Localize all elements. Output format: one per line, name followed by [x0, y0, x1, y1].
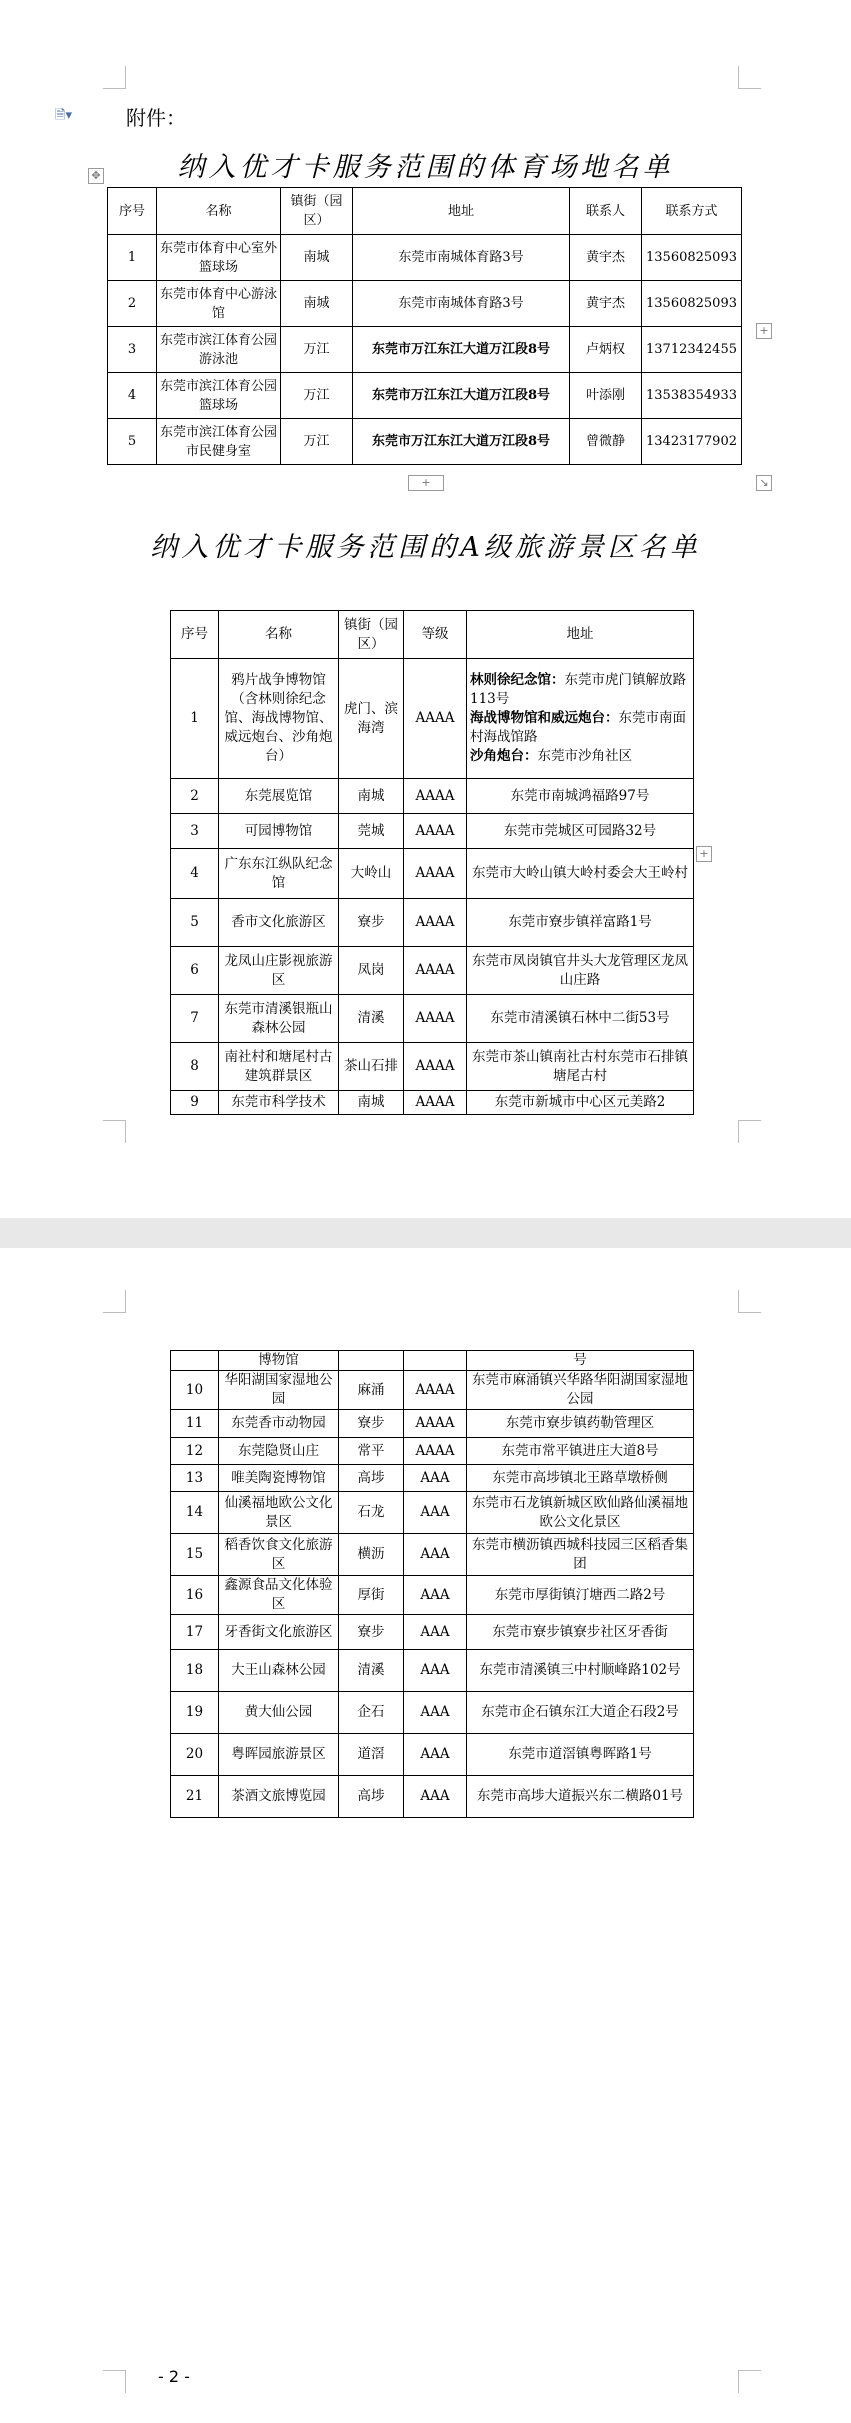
table-cell: 东莞市清溪镇三中村顺峰路102号 [467, 1650, 694, 1692]
table-cell: 东莞市体育中心游泳馆 [157, 281, 281, 327]
table-cell: 牙香街文化旅游区 [219, 1615, 339, 1650]
page-2 [0, 1248, 851, 2423]
table-cell: 粤晖园旅游景区 [219, 1734, 339, 1776]
address-part [470, 671, 690, 709]
table-cell: 高埗 [339, 1465, 404, 1492]
table-row [171, 1734, 694, 1776]
table-resize-handle[interactable]: ↘ [756, 475, 772, 491]
table-cell: 寮步 [339, 1615, 404, 1650]
table-cell: 东莞市寮步镇药勒管理区 [467, 1410, 694, 1438]
table-cell: 清溪 [339, 995, 404, 1043]
table-cell: 13560825093 [642, 235, 742, 281]
table-row [171, 947, 694, 995]
table-cell: 17 [171, 1615, 219, 1650]
table-cell: 19 [171, 1692, 219, 1734]
table-cell: 2 [171, 779, 219, 814]
table-cell: AAAA [404, 849, 467, 899]
table-cell: AAAA [404, 659, 467, 779]
margin-corner-top-left [103, 66, 126, 89]
table-cell: AAA [404, 1650, 467, 1692]
table-cell: 东莞隐贤山庄 [219, 1438, 339, 1465]
table-cell: 4 [108, 373, 157, 419]
table-cell: 麻涌 [339, 1371, 404, 1410]
header-cell: 名称 [219, 611, 339, 659]
table-cell: 广东东江纵队纪念馆 [219, 849, 339, 899]
table-cell: AAA [404, 1492, 467, 1534]
table-cell: 13423177902 [642, 419, 742, 465]
table-cell: 东莞市莞城区可园路32号 [467, 814, 694, 849]
table-row [171, 1615, 694, 1650]
table-cell: AAAA [404, 814, 467, 849]
table-cell: 6 [171, 947, 219, 995]
margin-corner-bottom-right [738, 2370, 761, 2393]
table-cell: 大王山森林公园 [219, 1650, 339, 1692]
table-row [171, 814, 694, 849]
sports-venue-table [107, 187, 742, 465]
table-cell: AAAA [404, 1043, 467, 1091]
table-cell: AAA [404, 1776, 467, 1818]
table-cell: 横沥 [339, 1534, 404, 1576]
table-cell: 16 [171, 1576, 219, 1615]
table-cell: AAAA [404, 947, 467, 995]
table-cell: 茶山石排 [339, 1043, 404, 1091]
table-row [171, 1692, 694, 1734]
page-number: - 2 - [158, 2367, 190, 2386]
table-cell: 黄大仙公园 [219, 1692, 339, 1734]
table-cell: 20 [171, 1734, 219, 1776]
table-cell: 企石 [339, 1692, 404, 1734]
table-cell: AAAA [404, 779, 467, 814]
table-cell: 东莞市企石镇东江大道企石段2号 [467, 1692, 694, 1734]
address-part-label: 海战博物馆和威远炮台： [470, 710, 619, 726]
table-cell: 稻香饮食文化旅游区 [219, 1534, 339, 1576]
header-cell: 地址 [467, 611, 694, 659]
table-cell: 7 [171, 995, 219, 1043]
table-cell: 石龙 [339, 1492, 404, 1534]
table-cell [171, 1351, 219, 1371]
table-cell: AAA [404, 1692, 467, 1734]
header-cell: 镇街（园区） [281, 188, 353, 235]
table-cell: 5 [108, 419, 157, 465]
address-part-label: 林则徐纪念馆： [470, 672, 565, 688]
table-row [171, 1091, 694, 1115]
table-row [171, 1776, 694, 1818]
table-cell: AAAA [404, 1091, 467, 1115]
attachment-label: 附件： [126, 106, 186, 130]
table-cell: AAA [404, 1615, 467, 1650]
table-cell: AAA [404, 1576, 467, 1615]
table-row [171, 1650, 694, 1692]
table-cell: 东莞市万江东江大道万江段8号 [353, 373, 570, 419]
table-cell: 东莞市茶山镇南社古村东莞市石排镇塘尾古村 [467, 1043, 694, 1091]
table-cell: 南城 [281, 235, 353, 281]
table-cell: 大岭山 [339, 849, 404, 899]
table-move-handle[interactable]: ✥ [88, 168, 104, 184]
table-cell: AAAA [404, 899, 467, 947]
table-cell: 凤岗 [339, 947, 404, 995]
page-gap [0, 1218, 851, 1248]
table-cell: 东莞展览馆 [219, 779, 339, 814]
table-cell: 5 [171, 899, 219, 947]
address-part-text: 东莞市南面村海战馆路 [470, 710, 686, 745]
header-cell: 联系方式 [642, 188, 742, 235]
table-cell: AAAA [404, 1371, 467, 1410]
table-cell: 13560825093 [642, 281, 742, 327]
table-cell: 南社村和塘尾村古建筑群景区 [219, 1043, 339, 1091]
margin-corner-bottom-left [103, 1120, 126, 1143]
table-cell [404, 1351, 467, 1371]
table-cell: 东莞市滨江体育公园游泳池 [157, 327, 281, 373]
table-cell: 东莞香市动物园 [219, 1410, 339, 1438]
table-row [171, 659, 694, 779]
table-row [171, 1043, 694, 1091]
margin-corner-bottom-right [738, 1120, 761, 1143]
table1-title: 纳入优才卡服务范围的体育场地名单 [177, 152, 674, 183]
table-cell: 虎门、滨海湾 [339, 659, 404, 779]
table-cell: 东莞市新城市中心区元美路2 [467, 1091, 694, 1115]
add-row-button[interactable]: + [408, 475, 444, 491]
header-cell: 序号 [171, 611, 219, 659]
table-cell: 仙溪福地欧公文化景区 [219, 1492, 339, 1534]
table-cell: 东莞市万江东江大道万江段8号 [353, 327, 570, 373]
table-cell: AAAA [404, 1438, 467, 1465]
table-cell: 东莞市高埗镇北王路草墩桥侧 [467, 1465, 694, 1492]
table-cell: 万江 [281, 419, 353, 465]
header-cell: 地址 [353, 188, 570, 235]
table-cell: 东莞市清溪银瓶山森林公园 [219, 995, 339, 1043]
add-column-button[interactable]: + [756, 323, 772, 339]
table-row [171, 1410, 694, 1438]
table-cell: 鸦片战争博物馆（含林则徐纪念馆、海战博物馆、威远炮台、沙角炮台） [219, 659, 339, 779]
table-cell: 寮步 [339, 1410, 404, 1438]
address-part-label: 沙角炮台： [470, 748, 538, 764]
table-cell: 12 [171, 1438, 219, 1465]
table-cell: 南城 [339, 779, 404, 814]
add-column-button[interactable]: + [696, 846, 712, 862]
table-cell: 东莞市南城鸿福路97号 [467, 779, 694, 814]
table-cell: 13 [171, 1465, 219, 1492]
header-cell: 联系人 [570, 188, 642, 235]
table-cell: 2 [108, 281, 157, 327]
table-cell: 万江 [281, 373, 353, 419]
table-cell: 黄宇杰 [570, 235, 642, 281]
table-cell: 茶酒文旅博览园 [219, 1776, 339, 1818]
table-row [171, 899, 694, 947]
table-cell: 万江 [281, 327, 353, 373]
table-cell: 清溪 [339, 1650, 404, 1692]
header-cell: 名称 [157, 188, 281, 235]
table-cell: 4 [171, 849, 219, 899]
table-cell: 18 [171, 1650, 219, 1692]
scenic-area-table-continued [170, 1350, 694, 1818]
table-cell: 东莞市麻涌镇兴华路华阳湖国家湿地公园 [467, 1371, 694, 1410]
table-cell: 东莞市南城体育路3号 [353, 281, 570, 327]
table-cell: 东莞市清溪镇石林中二街53号 [467, 995, 694, 1043]
table-cell: 叶添刚 [570, 373, 642, 419]
table-cell: 东莞市南城体育路3号 [353, 235, 570, 281]
table-cell: 15 [171, 1534, 219, 1576]
table-cell: 东莞市寮步镇寮步社区牙香街 [467, 1615, 694, 1650]
table-cell: 东莞市滨江体育公园篮球场 [157, 373, 281, 419]
table-cell: 莞城 [339, 814, 404, 849]
table-cell: 华阳湖国家湿地公园 [219, 1371, 339, 1410]
table-row [171, 779, 694, 814]
table-row [171, 995, 694, 1043]
table-cell: 11 [171, 1410, 219, 1438]
table-row [171, 1492, 694, 1534]
table-cell: 东莞市凤岗镇官井头大龙管理区龙凤山庄路 [467, 947, 694, 995]
table-cell: 高埗 [339, 1776, 404, 1818]
table-cell [339, 1351, 404, 1371]
table-cell: 3 [108, 327, 157, 373]
table-cell: 东莞市横沥镇西城科技园三区稻香集团 [467, 1534, 694, 1576]
table-row [171, 1465, 694, 1492]
margin-corner-top-left [103, 1290, 126, 1313]
table-row [171, 1534, 694, 1576]
table-cell: AAA [404, 1465, 467, 1492]
table-cell: 21 [171, 1776, 219, 1818]
table-cell: 东莞市石龙镇新城区欧仙路仙溪福地欧公文化景区 [467, 1492, 694, 1534]
table-cell: 卢炳权 [570, 327, 642, 373]
table-cell: 曾微静 [570, 419, 642, 465]
table-cell: 博物馆 [219, 1351, 339, 1371]
table-cell: 厚街 [339, 1576, 404, 1615]
table-cell: 东莞市厚街镇汀塘西二路2号 [467, 1576, 694, 1615]
address-part [470, 709, 690, 747]
table-cell: 1 [108, 235, 157, 281]
table-row [108, 281, 742, 327]
table-cell: 东莞市大岭山镇大岭村委会大王岭村 [467, 849, 694, 899]
table-cell: 东莞市高埗大道振兴东二横路01号 [467, 1776, 694, 1818]
table-cell: 东莞市科学技术 [219, 1091, 339, 1115]
table-cell: 南城 [339, 1091, 404, 1115]
table-cell: 1 [171, 659, 219, 779]
doc-icon[interactable]: 🗎▾ [55, 108, 72, 123]
table-cell: AAAA [404, 1410, 467, 1438]
table-cell: AAA [404, 1734, 467, 1776]
table-cell: 东莞市万江东江大道万江段8号 [353, 419, 570, 465]
table-cell: 东莞市体育中心室外篮球场 [157, 235, 281, 281]
table-row [171, 1576, 694, 1615]
table-row [171, 1438, 694, 1465]
table-cell: 黄宇杰 [570, 281, 642, 327]
table-row [108, 373, 742, 419]
table-cell: 14 [171, 1492, 219, 1534]
table-cell: 南城 [281, 281, 353, 327]
table-cell: 龙凤山庄影视旅游区 [219, 947, 339, 995]
table-cell: 常平 [339, 1438, 404, 1465]
table-cell: 东莞市滨江体育公园市民健身室 [157, 419, 281, 465]
margin-corner-top-right [738, 1290, 761, 1313]
header-cell: 序号 [108, 188, 157, 235]
table-cell: AAA [404, 1534, 467, 1576]
table-cell: 唯美陶瓷博物馆 [219, 1465, 339, 1492]
table-cell: 东莞市道滘镇粤晖路1号 [467, 1734, 694, 1776]
address-part-text: 东莞市沙角社区 [537, 748, 632, 764]
scenic-area-table [170, 610, 694, 1115]
table-cell: 可园博物馆 [219, 814, 339, 849]
table-cell: 号 [467, 1351, 694, 1371]
table-cell: 3 [171, 814, 219, 849]
margin-corner-bottom-left [103, 2370, 126, 2393]
table-header-row [171, 611, 694, 659]
table-row [108, 327, 742, 373]
table-row [171, 1371, 694, 1410]
table-cell: 东莞市常平镇进庄大道8号 [467, 1438, 694, 1465]
table-cell: 10 [171, 1371, 219, 1410]
address-part [470, 747, 690, 766]
table-continued-row [171, 1351, 694, 1371]
table-row [108, 235, 742, 281]
table-cell: AAAA [404, 995, 467, 1043]
table-cell: 9 [171, 1091, 219, 1115]
header-cell: 镇街（园区） [339, 611, 404, 659]
margin-corner-top-right [738, 66, 761, 89]
table-cell: 13538354933 [642, 373, 742, 419]
table-cell: 道滘 [339, 1734, 404, 1776]
table-cell [467, 659, 694, 779]
table-cell: 香市文化旅游区 [219, 899, 339, 947]
table-cell: 鑫源食品文化体验区 [219, 1576, 339, 1615]
table-row [108, 419, 742, 465]
table-header-row [108, 188, 742, 235]
table-cell: 8 [171, 1043, 219, 1091]
table2-title: 纳入优才卡服务范围的A级旅游景区名单 [150, 532, 701, 563]
address-part-text: 东莞市虎门镇解放路113号 [470, 672, 686, 707]
table-row [171, 849, 694, 899]
table-cell: 东莞市寮步镇祥富路1号 [467, 899, 694, 947]
header-cell: 等级 [404, 611, 467, 659]
table-cell: 寮步 [339, 899, 404, 947]
table-cell: 13712342455 [642, 327, 742, 373]
